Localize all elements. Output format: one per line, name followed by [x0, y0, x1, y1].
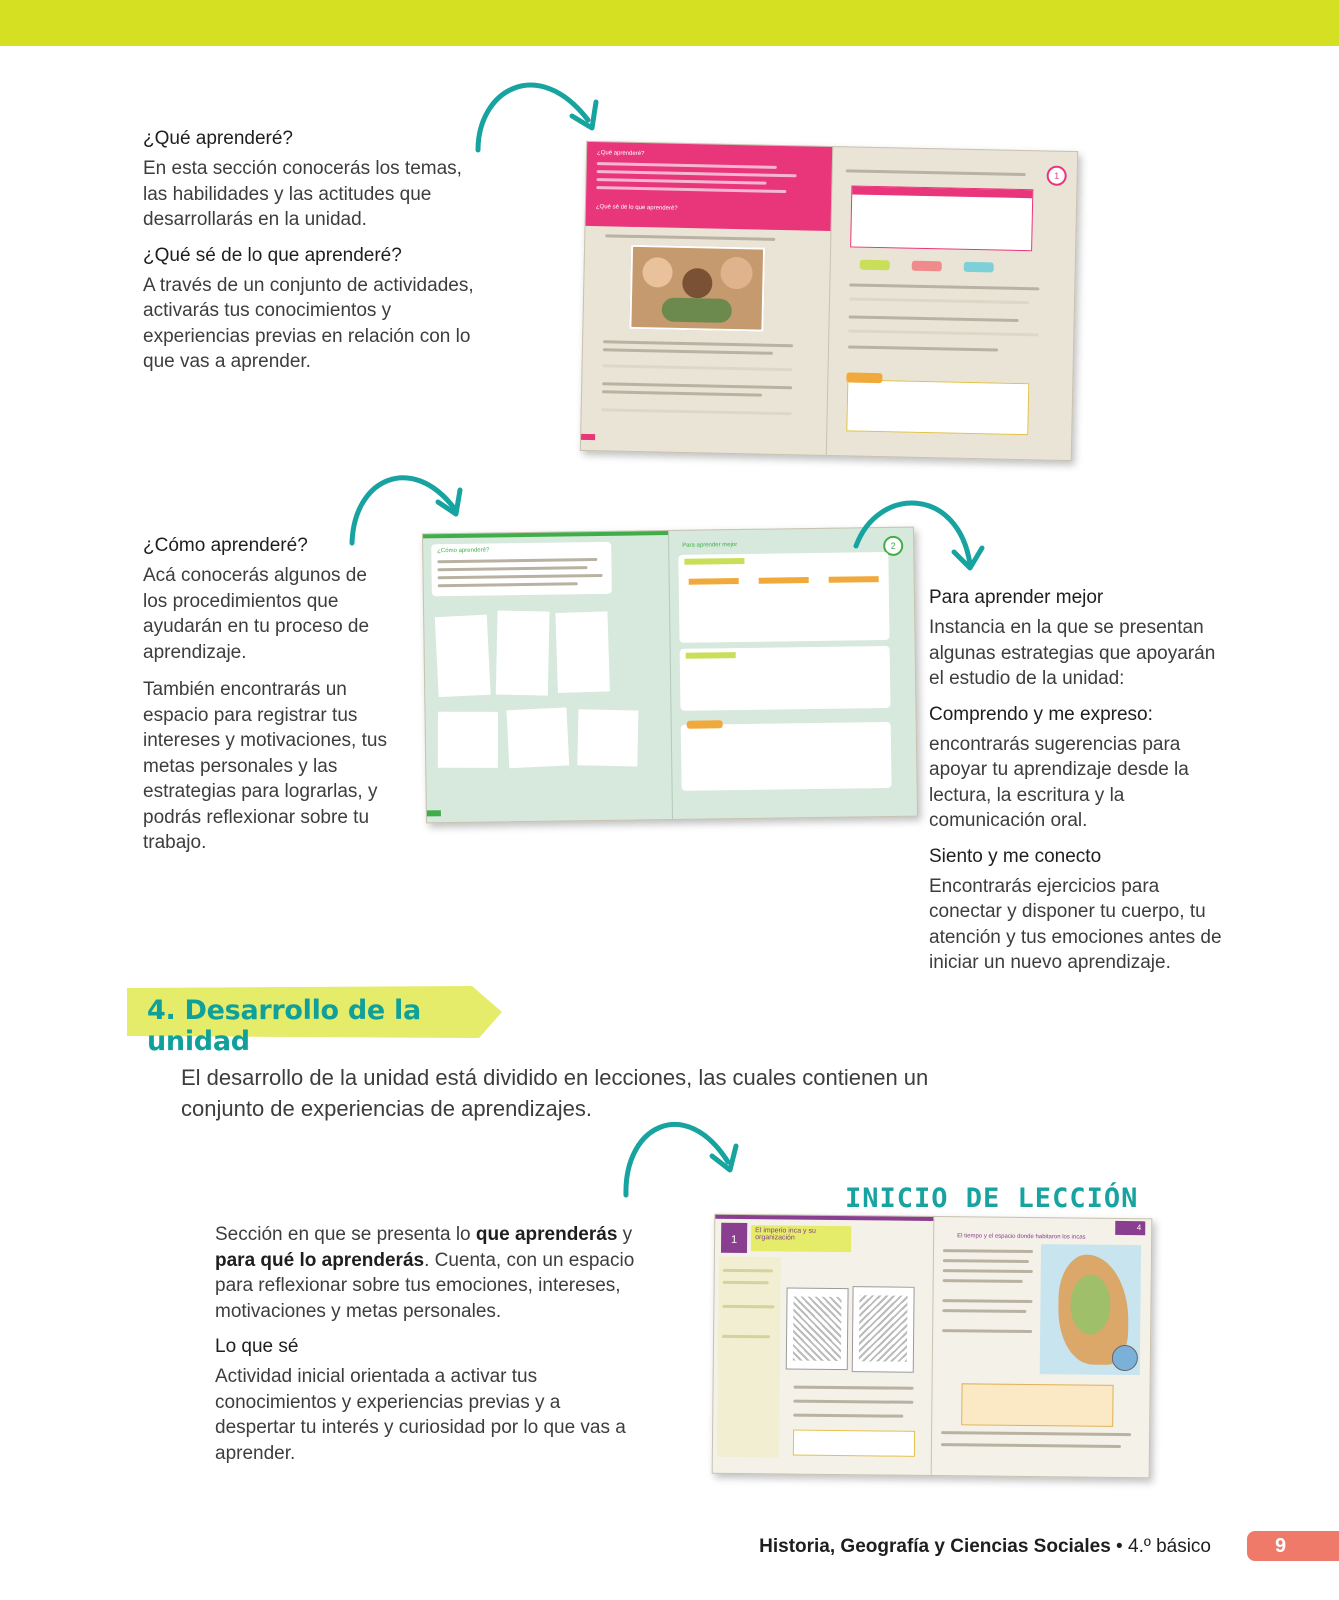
footer-level: 4.º básico	[1128, 1536, 1211, 1557]
unit-number-badge: 2	[883, 536, 903, 556]
que-aprendere-title: ¿Qué aprenderé?	[143, 128, 293, 149]
thumbnail-subheading: ¿Qué sé de lo que aprenderé?	[595, 204, 678, 212]
top-color-band	[0, 0, 1339, 46]
thumbnail-illustration	[629, 245, 765, 332]
inicio-leccion-label: INICIO DE LECCIÓN	[845, 1183, 1139, 1214]
inicio-text-part: y	[617, 1224, 633, 1245]
thumbnail-table	[850, 185, 1033, 251]
section-banner	[127, 986, 487, 1057]
thumbnail-heading: Para aprender mejor	[682, 542, 738, 549]
section-intro: El desarrollo de la unidad está dividido en lecciones, las cuales contienen un conjunto de experiencias de aprendizajes.	[181, 1065, 929, 1121]
que-aprendere-block	[143, 128, 483, 387]
thumbnail-left-page	[581, 142, 833, 455]
thumbnail-left-page	[713, 1215, 935, 1475]
como-aprendere-text-1: Acá conocerás algunos de los procedimientos que ayudarán en tu proceso de aprendizaje.	[143, 565, 370, 663]
inicio-leccion-text	[215, 1222, 645, 1324]
comprendo-title: Comprendo y me expreso:	[929, 703, 1153, 725]
curved-arrow-icon	[848, 486, 988, 581]
para-aprender-title: Para aprender mejor	[929, 587, 1104, 608]
thumbnail-right-page	[931, 1217, 1152, 1477]
book-spread-thumbnail-3	[712, 1214, 1153, 1479]
como-aprendere-text-2: También encontrarás un espacio para registrar tus intereses y motivaciones, tus metas personales y las estrategias para lograrlas, y podrás reflexionar sobre tu trabajo.	[143, 679, 387, 853]
unit-number-badge: 4	[1115, 1221, 1145, 1235]
curved-arrow-icon	[616, 1100, 746, 1200]
thumbnail-left-page	[423, 531, 673, 822]
inicio-text-part: Sección en que se presenta lo	[215, 1224, 476, 1245]
inicio-bold-part: para qué lo aprenderás	[215, 1249, 425, 1271]
unit-number-badge: 1	[1046, 166, 1066, 186]
thumbnail-heading: ¿Qué aprenderé?	[596, 150, 645, 158]
siento-text: Encontrarás ejercicios para conectar y disponer tu cuerpo, tu atención y tus emociones antes de iniciar un nuevo aprendizaje.	[929, 875, 1222, 973]
inicio-leccion-block	[215, 1222, 645, 1478]
como-aprendere-title: ¿Cómo aprenderé?	[143, 535, 308, 556]
inicio-bold-part: que aprenderás	[475, 1224, 618, 1245]
thumbnail-heading: El tiempo y el espacio donde habitaron los incas	[957, 1233, 1086, 1241]
footer-credit	[759, 1536, 1211, 1558]
section-title: 4. Desarrollo de la unidad	[147, 995, 421, 1057]
thumbnail-heading: ¿Cómo aprenderé?	[437, 547, 490, 555]
footer-subject: Historia, Geografía y Ciencias Sociales	[759, 1536, 1111, 1557]
footer-bullet: •	[1110, 1536, 1128, 1557]
reflection-box	[846, 379, 1029, 435]
para-aprender-block	[929, 587, 1229, 988]
lesson-title: El imperio inca y su organización	[751, 1225, 851, 1252]
lo-que-se-text: Actividad inicial orientada a activar tus conocimientos y experiencias previas y a despertar tu interés y curiosidad por lo que vas a aprender.	[215, 1366, 626, 1464]
book-spread-thumbnail-2	[422, 527, 918, 824]
page-number: 9	[1247, 1531, 1339, 1561]
que-aprendere-text: En esta sección conocerás los temas, las habilidades y las actitudes que desarrollarás en la unidad.	[143, 158, 462, 230]
que-se-text: A través de un conjunto de actividades, activarás tus conocimientos y experiencias previas en relación con lo que vas a aprender.	[143, 274, 474, 372]
book-spread-thumbnail-1	[580, 141, 1078, 461]
thumbnail-map	[1040, 1244, 1141, 1375]
que-se-title: ¿Qué sé de lo que aprenderé?	[143, 244, 402, 266]
lo-que-se-title: Lo que sé	[215, 1336, 299, 1357]
intro-text-box	[431, 542, 612, 597]
comprendo-text: encontrarás sugerencias para apoyar tu aprendizaje desde la lectura, la escritura y la comunicación oral.	[929, 733, 1189, 831]
para-aprender-text: Instancia en la que se presentan algunas estrategias que apoyarán el estudio de la unidad:	[929, 617, 1216, 689]
inicio-text-part: . Cuenta, con un espacio para reflexionar sobre tus emociones, intereses, motivaciones y metas personales.	[215, 1249, 635, 1322]
lesson-number-badge: 1	[721, 1223, 747, 1253]
thumbnail-right-page	[826, 147, 1077, 460]
como-aprendere-block	[143, 535, 388, 868]
siento-title: Siento y me conecto	[929, 845, 1102, 867]
